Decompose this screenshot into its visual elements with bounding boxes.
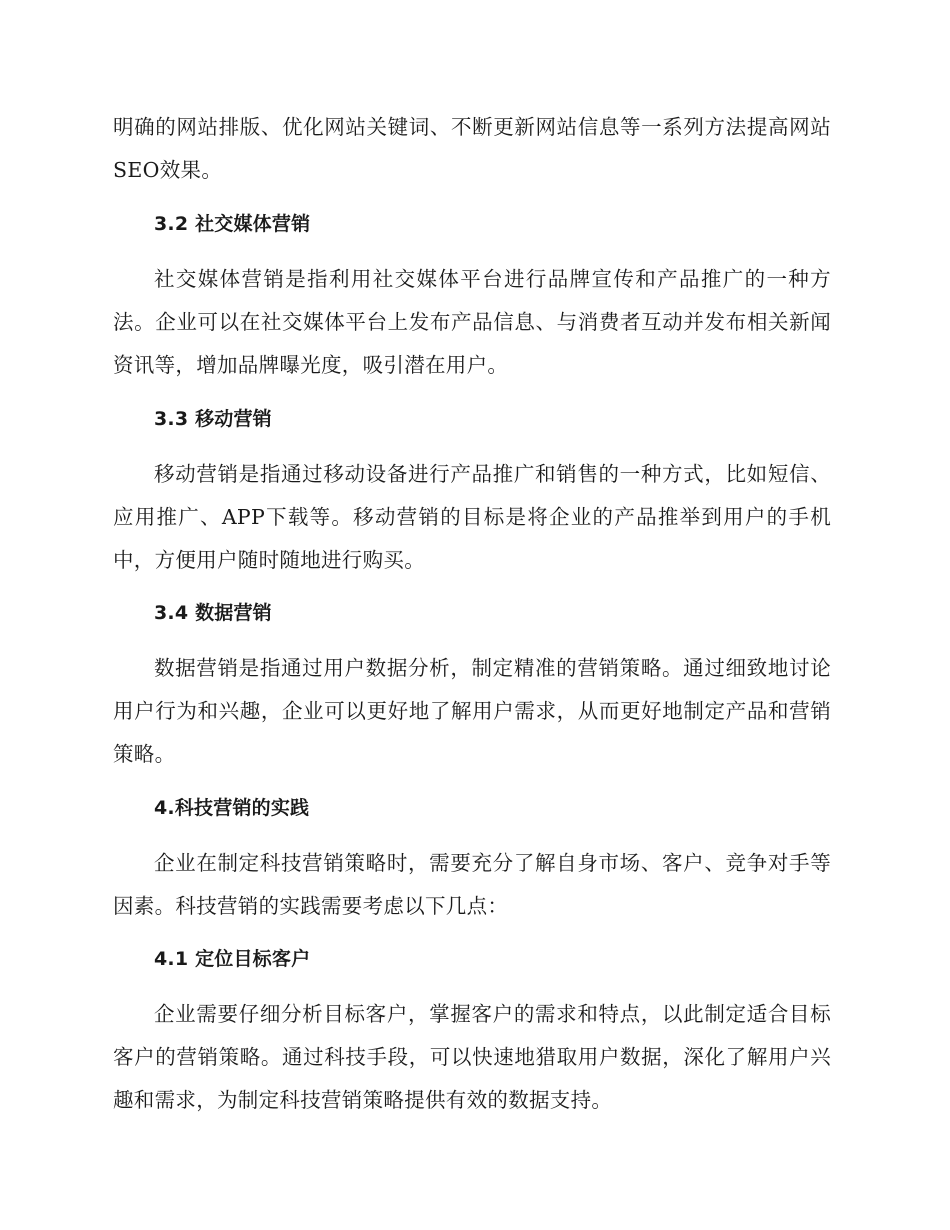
- heading-4-1-target-customers: 4.1 定位目标客户: [154, 948, 311, 970]
- paragraph-data-marketing: 数据营销是指通过用户数据分析，制定精准的营销策略。通过细致地讨论用户行为和兴趣，企业可以更好地了解用户需求，从而更好地制定产品和营销策略。: [113, 656, 831, 766]
- paragraph-seo-continuation: 明确的网站排版、优化网站关键词、不断更新网站信息等一系列方法提高网站SEO效果。: [113, 115, 831, 182]
- paragraph-mobile-marketing: 移动营销是指通过移动设备进行产品推广和销售的一种方式，比如短信、应用推广、APP下载等。移动营销的目标是将企业的产品推举到用户的手机中，方便用户随时随地进行购买。: [113, 462, 831, 572]
- heading-4-tech-marketing-practice: 4.科技营销的实践: [154, 797, 310, 819]
- heading-3-2-social-media-marketing: 3.2 社交媒体营销: [154, 213, 311, 235]
- paragraph-target-customers: 企业需要仔细分析目标客户，掌握客户的需求和特点，以此制定适合目标客户的营销策略。通过科技手段，可以快速地猎取用户数据，深化了解用户兴趣和需求，为制定科技营销策略提供有效的数据支持。: [113, 1002, 831, 1112]
- heading-3-3-mobile-marketing: 3.3 移动营销: [154, 408, 272, 430]
- paragraph-tech-marketing-practice: 企业在制定科技营销策略时，需要充分了解自身市场、客户、竞争对手等因素。科技营销的实践需要考虑以下几点：: [113, 851, 831, 918]
- paragraph-social-media-marketing: 社交媒体营销是指利用社交媒体平台进行品牌宣传和产品推广的一种方法。企业可以在社交媒体平台上发布产品信息、与消费者互动并发布相关新闻资讯等，增加品牌曝光度，吸引潜在用户。: [113, 267, 831, 377]
- heading-3-4-data-marketing: 3.4 数据营销: [154, 602, 272, 624]
